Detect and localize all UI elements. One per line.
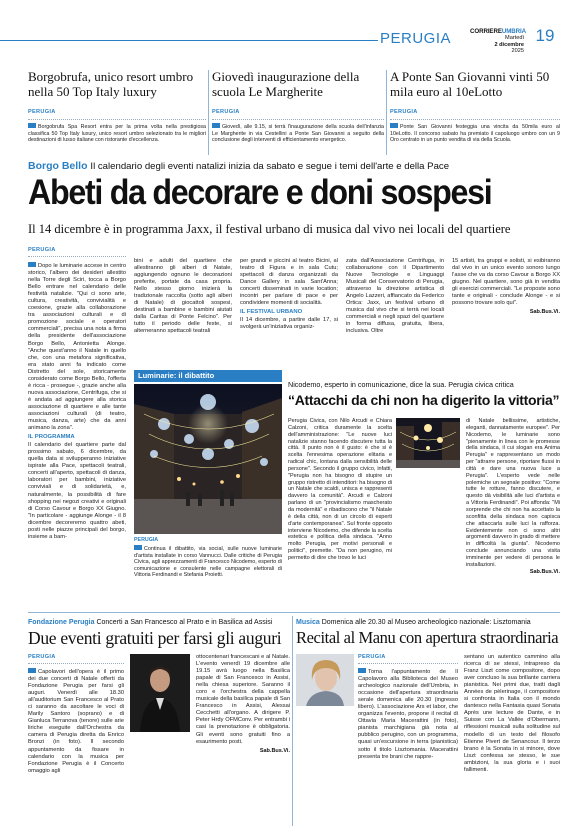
page-number: 19 [535, 26, 555, 45]
main-headline: Abeti da decorare e doni sospesi [28, 173, 492, 212]
main-col-4: zata dall'Associazione Centrifuga, in collaborazione con il Dipartimento Nuove Tecnologie e Linguaggi Musicali del Conservatorio di Perugia, attraverso la direzione artistica di Angelo Lazzeri, affiancato da Federico Ortica: Jaxx, un festival urbano di musica dal vivo che si terrà nei locali commerciali e negli spazi del quartiere in forma diffusa, gratuita, libera, inclusiva. Oltre [346, 258, 444, 335]
divider [386, 70, 387, 155]
brief-1 [28, 70, 206, 144]
brief-section: PERUGIA [212, 109, 384, 120]
pianist-photo [296, 654, 354, 706]
bullet-square [28, 262, 36, 267]
divider [292, 616, 293, 826]
luminarie-col-1: Perugia Civica, con Nilo Arcudi e Chiara Calzoni, critica duramente la scelta dell'amministrazione: "Le nuove luci natalizie stanno facendo discutere tutta la città. Il punto non è il gusto: è che si è scelta l'ennesima operazione elitaria e radical chic, lontana dalla sensibilità delle persone". Secondo il gruppo civico, infatti, "Perugia non ha bisogno di stupire un gruppo ristretto di intenditori: ha bisogno di un Natale che scaldi, unisca e rappresenti davvero la comunità". Arcudi e Calzoni parlano di un "provincialismo mascherato da modernità" e ribadiscono che "il Natale è della città, non di un circolo di esperti d'arte contemporanea". Sul fronte opposto interviene Nicodemo, che difende la scelta estetica e politica della sindaca. "Anno molto Perugia, per motivi personali e politici", premette. "Da non perugino, mi permetto di dire che trovo le luci [288, 418, 392, 561]
brief-body: Ponte San Giovanni festeggia una vincita da 50mila euro al 10eLotto. Il concorso sabato ha premiato il capoluogo umbro con un 9 Oro centrato in un punto vendita di via della Scuola. [390, 124, 560, 143]
photo-block-section: PERUGIA [134, 537, 159, 543]
lights-photo [396, 418, 460, 468]
kicker-text: Concerti a San Francesco al Prato e in Basilica ad Assisi [96, 619, 273, 626]
photo-caption: Continua il dibattito, via social, sulle nuove luminarie d'artista installate in corso Vannucci. Dalle critiche di Perugia Civica, agli apprezzamenti di Francesco Nicodemo, esperto di comunicazione e consulente nelle campagne elettorali di Vittoria Ferdinandi e Stefania Proietti. [134, 546, 282, 579]
bl-headline: Due eventi gratuiti per farsi gli auguri [28, 628, 282, 648]
article-section: PERUGIA [28, 247, 126, 257]
subhead-festival: IL FESTIVAL URBANO [240, 309, 303, 316]
header-section: PERUGIA [378, 30, 464, 47]
kicker-label: Borgo Bello [28, 160, 88, 172]
bl-col-2: ottocentenari francescani e al Natale. L'evento venerdì 19 dicembre alle 19.15 avrà luogo nella Basilica papale di San Francesco in Assisi, nella chiesa superiore. Saranno il coro e l'orchestra della cappella musicale della basilica papale di San Francesco in Assisi, Alessai Cecchetti all'organo. A dirigere P. Peter Hrdy OFMConv. Per entrambi i casi la prenotazione è obbligatoria. Gli eventi sono gratuiti fino a esaurimento posti. Sab.Bus.Vi. [196, 654, 290, 754]
main-deck: Il 14 dicembre è in programma Jaxx, il festival urbano di musica dal vivo nei locali del quartiere [28, 222, 511, 236]
brief-body: Borgobrufa Spa Resort entra per la prima volta nella prestigiosa classifica 50 Top Italy luxury, unico resort umbro selezionato tra le migliori destinazioni di lusso italiane con ristorante d'eccellenza. [28, 124, 206, 143]
brief-title: Giovedì inaugurazione della scuola Le Margherite [212, 69, 360, 99]
bullet-square [28, 668, 36, 673]
main-col-2: bini e adulti del quartiere che allestiranno gli alberi di Natale, aggiungendo ognuno le decorazioni preferite, portate da casa propria. Nello stesso giorno inizierà la tradizionale raccolta (sotto agli alberi di Natale) di giocattoli sospesi, destinati a bambine e bambini aiutati dalla Caritas di Ponte Felcino". Per tutto il periodo delle feste, si alterneranno spettacoli teatrali [134, 258, 232, 335]
kicker-label: Musica [296, 619, 320, 626]
bullet-square [390, 123, 398, 128]
br-col-2: sentano un autentico cammino alla ricerca di se stessi, intrapreso da Franz Liszt come compositore, dopo aver concluso la sua brillante carriera pianistica. Nei primi due, tratti dagli Années de pèlerinage, il compositore si confronta in Italia con il mondo dantesco nella Fantasia quasi Sonata Après une lecture de Dante, e in Suisse con La Vallée d'Obermann, riflessioni musicali sulla solitudine sul modello di un testo del filosofo Étienne Pivert de Senancour. Il terzo brano è la Sonata in si minore, dove Liszt confessa se stesso, le sue ambizioni, la sua gloria e i suoi fallimenti. [464, 654, 560, 773]
kicker-text: Domenica alle 20.30 al Museo archeologico nazionale: Lisztomania [321, 619, 531, 626]
lights-photo-image [396, 418, 460, 468]
brief-section: PERUGIA [390, 109, 560, 120]
bl-col-1: PERUGIA Capolavori dell'opera è il primo dei due concerti di Natale offerti da Fondazione Perugia per farsi gli auguri. Venerdì alle 18.30 all'auditorium San Francesco al Prato ci saranno da ascoltare le voci di Marily Santoro (soprano) e di Gianluca Terranova (tenore) sulle arie liriche eseguite dall'Orchestra da camera di Perugia diretta da Enrico Bronzi (in foto). Il secondo appuntamento da fissare in calendario con la musica per Fondazione Perugia è il Concerto omaggio agli [28, 654, 124, 774]
luminarie-photo [134, 384, 282, 534]
street-night-photo [134, 384, 282, 534]
brief-section: PERUGIA [28, 109, 206, 120]
logo-line1: CORRIERE [470, 28, 502, 35]
pianist-portrait [296, 654, 354, 706]
bullet-square [28, 123, 36, 128]
luminarie-col-2: di Natale bellissime, artistiche, eleganti, dannatamente europee". Per Nicodemo, le luminarie sono "pienamente in linea con le promesse della sindaca, il cui slogan era Anima Perugia" e rappresentano un modo per "attrarre persone, riportare flussi in città e dare una nuova luce a Perugia". L'esperto vede nelle polemiche un segnale positivo: "Come tutte le rotture, fanno discutere, e questo dà visibilità alle luci d'artista e a Vittoria Ferdinandi". Poi affonda: "Mi sorprende che chi non ha accettato la sconfitta della sindaca non capisca che attaccarla sulle luci la rafforza. Evidentemente non ci sono altri argomenti davvero in grado di mettere in difficoltà la giunta". Nicodemo conclude annunciando una visita imminente per vedere di persona le installazioni. Sab.Bus.Vi. [466, 418, 560, 575]
brief-body: Giovedì, alle 9.15, si terrà l'inaugurazione della scuola dell'infanzia Le Margherite in via Cestellini a Ponte San Giovanni a seguito della conclusione degli interventi di efficientamento energetico. [212, 124, 384, 143]
header-date: 2 dicembre [494, 41, 524, 48]
br-kicker [296, 618, 562, 627]
bullet-square [358, 668, 366, 673]
brief-3 [390, 70, 560, 144]
photo-block-label: Luminarie: il dibattito [134, 370, 282, 382]
divider [208, 70, 209, 155]
brief-2 [212, 70, 384, 144]
conductor-portrait [130, 654, 190, 732]
article-section: PERUGIA [28, 654, 124, 664]
logo [470, 28, 527, 55]
signature: Sab.Bus.Vi. [529, 568, 560, 575]
header-year: 2025 [511, 48, 524, 54]
subhead-programma: IL PROGRAMMA [28, 434, 75, 441]
luminarie-headline: “Attacchi da chi non ha digerito la vittoria” [288, 392, 560, 408]
conductor-photo [130, 654, 190, 732]
bullet-square [134, 545, 142, 550]
divider [28, 612, 560, 613]
main-col-1: PERUGIA Dopo le luminarie accese in centro storico, l'albero dei desideri allestito nella Torre degli Sciri, tocca a Borgo Bello entrare nel calendario delle festività natalizie. "Qui ci sono arte, cultura, creatività, convivialità e coesione, grazie alla collaborazione tra associazioni culturali e di promozione sociale e operatori commerciali", precisa una nota a firma della presidente dell'associazione Borgo Bello, Antonietta Alonge. "Anche quest'anno il Natale in quello che, con una metafora significativa, era stato anni fa indicato come Distretto del sole, storicamente considerato come Borgo Bello, l'offerta è ricca - prosegue -, grazie anche alla nuova associazione, Centrifuga, che si è andata ad aggiungere alla storica associazione di quartiere e alle tante associazioni culturali (di teatro, musica, danza, arte) che da anni animano la zona". IL PROGRAMMA Il calendario del quartiere parte dal prossimo sabato, 6 dicembre, da quella data si svilupperanno iniziative ispirate alla Pace, spettacoli teatrali, concerti all'aperto, spettacoli di danza, laboratori per bambini, iniziative conviviali e di solidarietà, e, naturalmente, la possibilità di fare shopping nei negozi creativi e originali di Corso Cavour e Borgo XX Giugno. "In particolare - aggiunge Alonge - il 8 dicembre decoreremo quattro abeti, posti nelle piazze principali del borgo, insieme a bam- [28, 247, 126, 540]
br-headline: Recital al Manu con apertura straordinaria [296, 628, 559, 647]
article-section: PERUGIA [358, 654, 458, 664]
signature: Sab.Bus.Vi. [529, 309, 560, 316]
brief-title: Borgobrufa, unico resort umbro nella 50 Top Italy luxury [28, 69, 194, 99]
header-weekday: Martedì [505, 35, 524, 41]
main-col-3: per grandi e piccini al teatro Bicini, al teatro di Figura e in sala Cutu; spettacoli di danza organizzati da Dance Gallery in sala Sant'Anna; concerti disseminati in varie location; incontri per parlare di pace e per condividere momenti di socialità. IL FESTIVAL URBANO Il 14 dicembre, a partire dalle 17, si svolgerà un'iniziativa organiz- [240, 258, 338, 331]
main-kicker [28, 160, 568, 173]
page-header [0, 18, 580, 60]
logo-line2: UMBRIA [501, 28, 527, 35]
main-col-5: 15 artisti, tra gruppi e solisti, si esibiranno dal vivo in un unico evento sonoro lungo l'asse che va da corso Cavour a Borgo XX giugno. Nel quartiere, sono già in vendita gli esercizi commerciali. "Le proposte sono tante e originali - conclude Alonge - e si possono trovare solo qui". Sab.Bus.Vi. [452, 258, 560, 316]
luminarie-kicker: Nicodemo, esperto in comunicazione, dice la sua. Perugia civica critica [288, 380, 514, 389]
bullet-square [212, 123, 220, 128]
signature: Sab.Bus.Vi. [259, 747, 290, 754]
bl-kicker [28, 618, 290, 627]
kicker-label: Fondazione Perugia [28, 619, 95, 626]
br-col-1: PERUGIA Torna l'appuntamento de Il Capolavoro alla Biblioteca del Museo archeologico nazionale dell'Umbria, in occasione dell'apertura straordinaria serale domenica alle 20.30 (ingresso libero). L'associazione Ars et labor, che organizza l'evento, propone il recital di Ottavia Maria Macerattini (in foto), pianista marchigiana già nota al pubblico perugino, con un programma, quasi un'escursione in terra (pianistica) sotto il titolo Lisztomania. Macerattini presenta tre brani che rappre- [358, 654, 458, 760]
kicker-text: Il calendario degli eventi natalizi inizia da sabato e segue i temi dell'arte e della Pace [90, 161, 450, 172]
brief-title: A Ponte San Giovanni vinti 50 mila euro al 10eLotto [390, 69, 550, 99]
header-section-rule [0, 40, 390, 41]
